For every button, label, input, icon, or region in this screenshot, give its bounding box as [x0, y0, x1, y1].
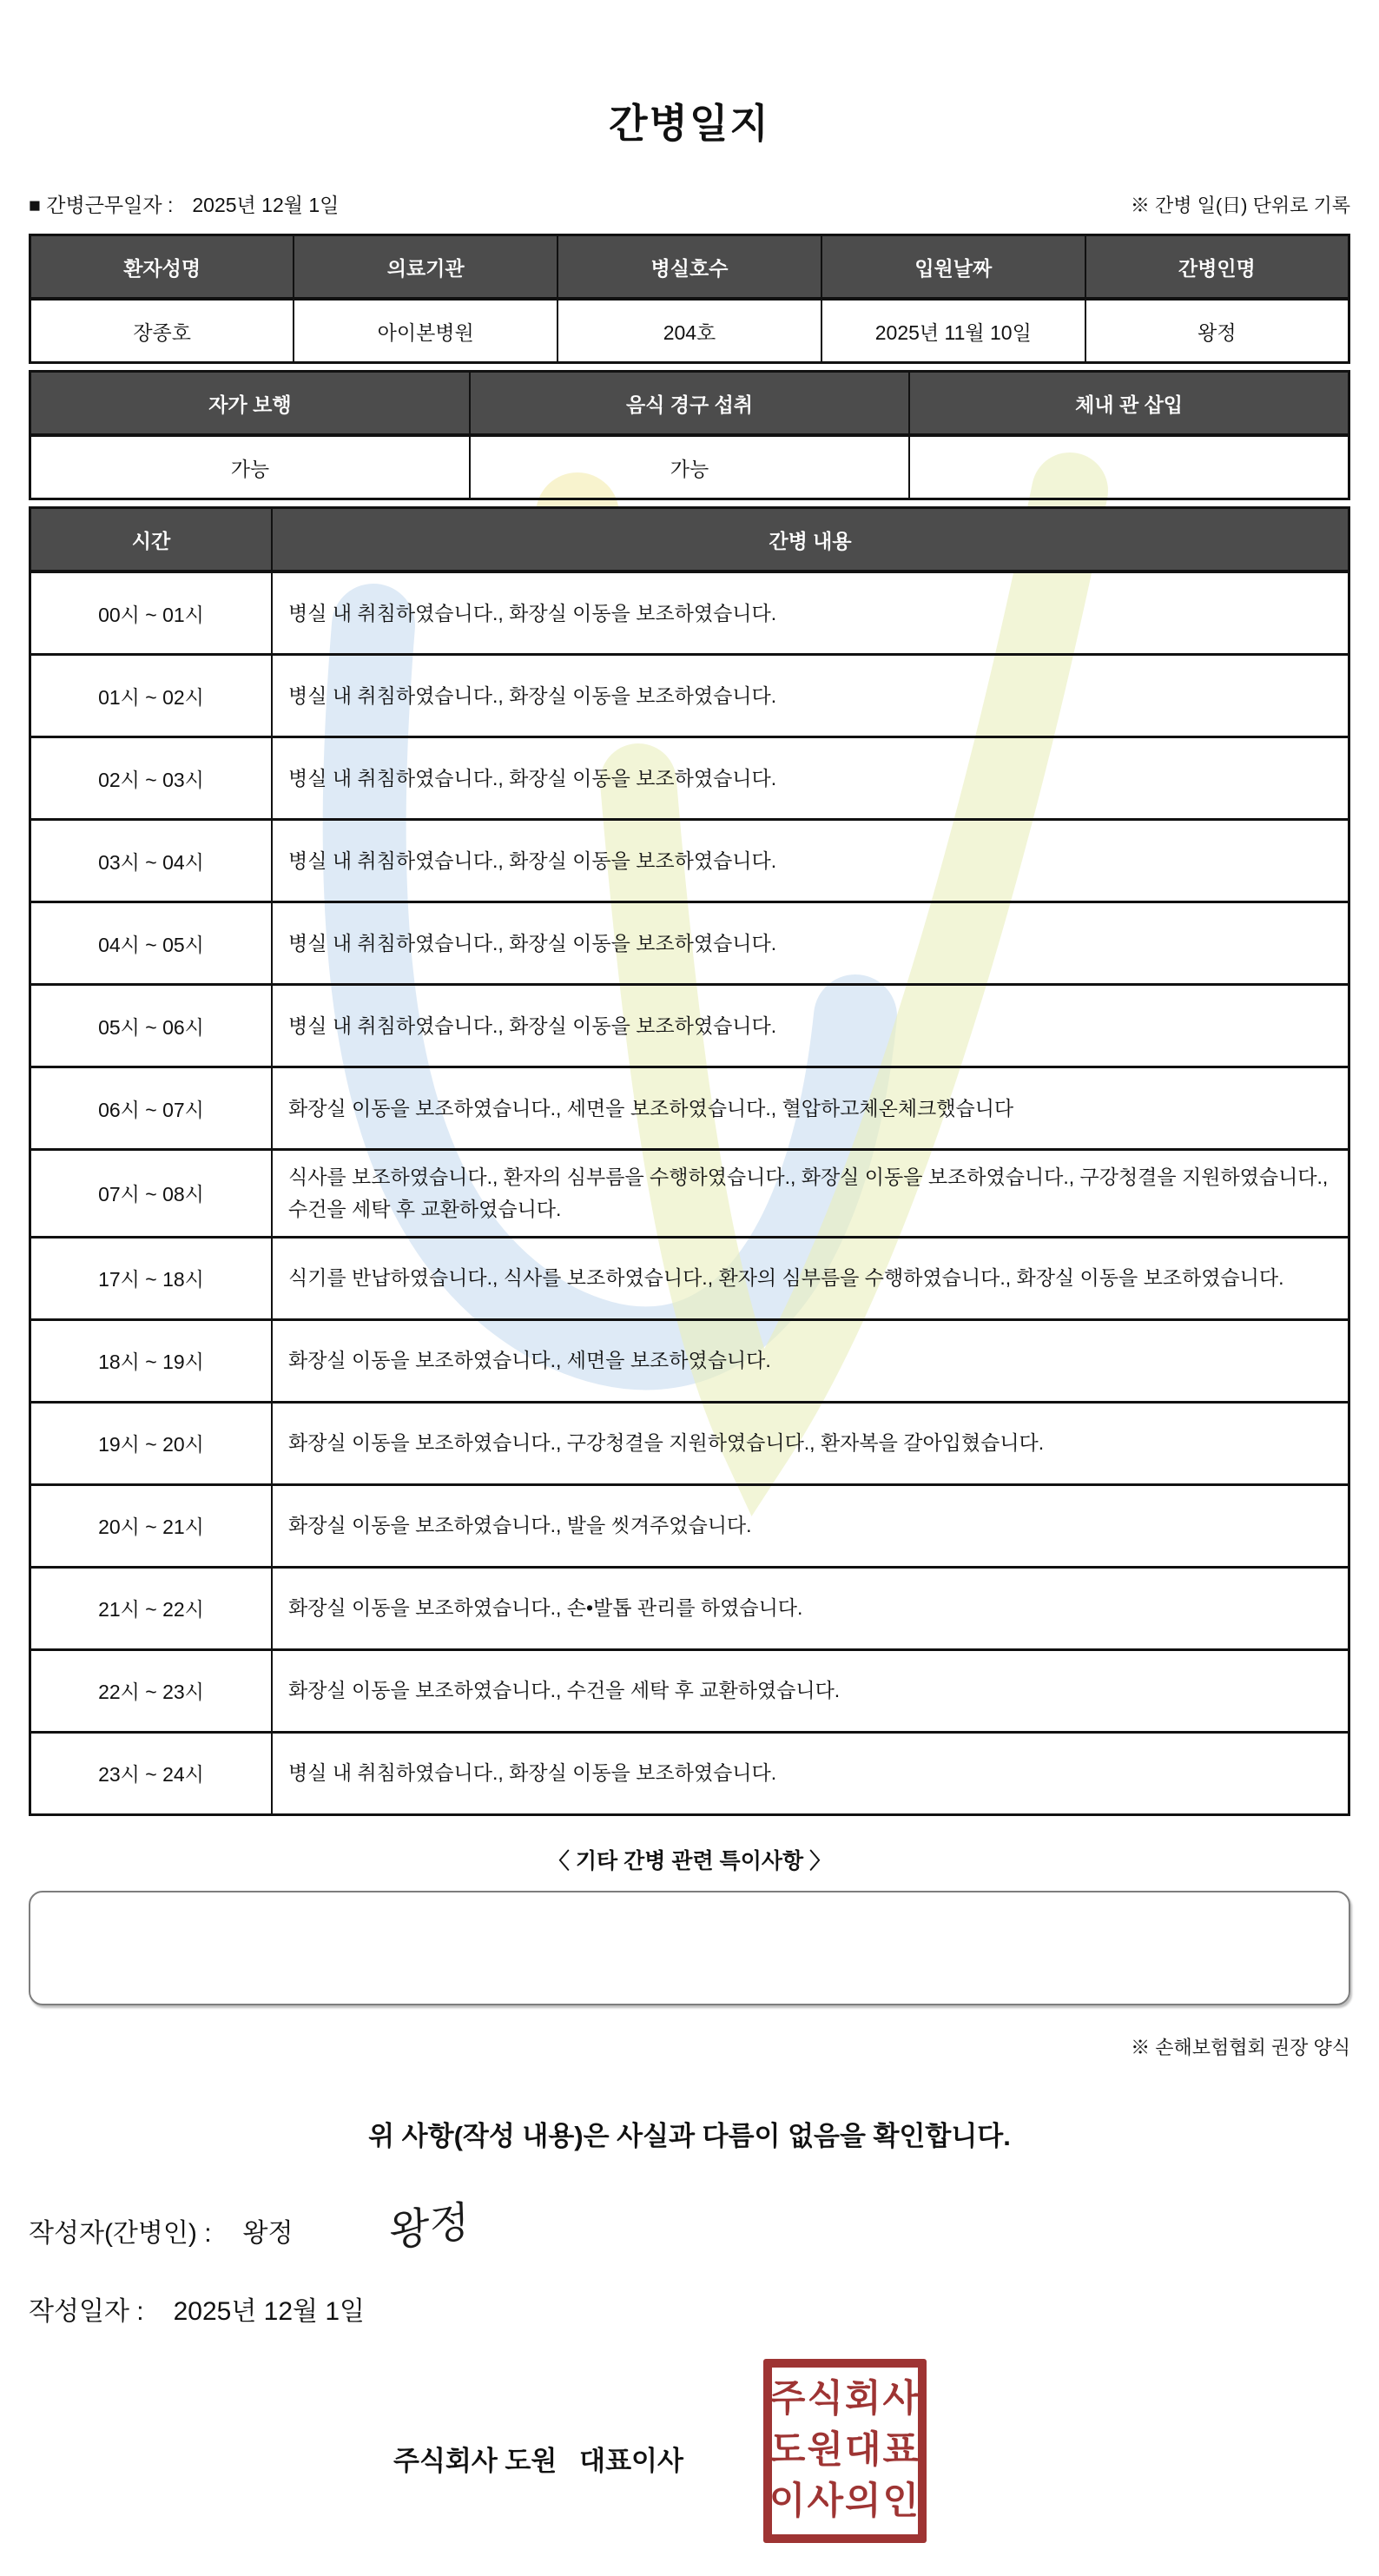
writer-label: 작성자(간병인) :	[29, 2219, 212, 2249]
table-row	[30, 820, 1349, 902]
patient-status-header-row	[30, 372, 1349, 436]
care-content: 병실 내 취침하였습니다., 화장실 이동을 보조하였습니다.	[272, 655, 1349, 737]
written-date-value: 2025년 12월 1일	[173, 2296, 365, 2326]
confirmation-statement: 위 사항(작성 내용)은 사실과 다름이 없음을 확인합니다.	[368, 2120, 1011, 2151]
header-time: 시간	[30, 508, 273, 572]
table-row	[30, 902, 1349, 985]
patient-info-header-row	[30, 235, 1349, 300]
care-content: 화장실 이동을 보조하였습니다., 손•발톱 관리를 하였습니다.	[272, 1567, 1349, 1649]
value-self-walking: 가능	[30, 435, 470, 499]
care-time: 21시 ~ 22시	[30, 1567, 273, 1649]
header-medical-institution: 의료기관	[294, 235, 558, 300]
patient-status-table	[29, 370, 1350, 500]
unit-note: ※ 간병 일(日) 단위로 기록	[1130, 195, 1350, 216]
table-row	[30, 655, 1349, 737]
care-time: 03시 ~ 04시	[30, 820, 273, 902]
company-line: 주식회사 도원 대표이사	[393, 2445, 683, 2476]
care-time: 20시 ~ 21시	[30, 1484, 273, 1567]
patient-info-table	[29, 234, 1350, 364]
writer-row	[29, 2196, 1350, 2257]
written-date-label: 작성일자 :	[29, 2296, 144, 2326]
value-caregiver-name: 왕정	[1085, 299, 1349, 363]
care-content: 병실 내 취침하였습니다., 화장실 이동을 보조하였습니다.	[272, 1732, 1349, 1814]
notes-section-title: 〈 기타 간병 관련 특이사항 〉	[547, 1848, 832, 1873]
header-oral-intake: 음식 경구 섭취	[470, 372, 909, 436]
care-work-date-label: ■ 간병근무일자 :	[29, 194, 174, 216]
care-content: 식사를 보조하였습니다., 환자의 심부름을 수행하였습니다., 화장실 이동을 보조하였습니다., 구강청결을 지원하였습니다., 수건을 세탁 후 교환하였습니다.	[272, 1150, 1349, 1238]
header-self-walking: 자가 보행	[30, 372, 470, 436]
care-content: 화장실 이동을 보조하였습니다., 세면을 보조하였습니다.	[272, 1319, 1349, 1402]
value-room-number: 204호	[558, 299, 821, 363]
notes-input-box	[29, 1891, 1350, 2005]
care-content: 화장실 이동을 보조하였습니다., 수건을 세탁 후 교환하였습니다.	[272, 1649, 1349, 1732]
table-row	[30, 1150, 1349, 1238]
value-admission-date: 2025년 11월 10일	[821, 299, 1085, 363]
table-row	[30, 1567, 1349, 1649]
care-time: 06시 ~ 07시	[30, 1067, 273, 1150]
care-content: 병실 내 취침하였습니다., 화장실 이동을 보조하였습니다.	[272, 985, 1349, 1067]
table-row	[30, 1484, 1349, 1567]
care-time: 22시 ~ 23시	[30, 1649, 273, 1732]
care-time: 17시 ~ 18시	[30, 1237, 273, 1319]
table-row	[30, 1732, 1349, 1814]
care-time: 04시 ~ 05시	[30, 902, 273, 985]
care-time: 18시 ~ 19시	[30, 1319, 273, 1402]
table-row	[30, 737, 1349, 820]
care-content: 병실 내 취침하였습니다., 화장실 이동을 보조하였습니다.	[272, 737, 1349, 820]
care-time: 23시 ~ 24시	[30, 1732, 273, 1814]
care-content: 화장실 이동을 보조하였습니다., 세면을 보조하였습니다., 혈압하고체온체크했습니다	[272, 1067, 1349, 1150]
care-work-date	[29, 189, 339, 218]
care-time: 07시 ~ 08시	[30, 1150, 273, 1238]
care-time: 02시 ~ 03시	[30, 737, 273, 820]
value-medical-institution: 아이본병원	[294, 299, 558, 363]
header-room-number: 병실호수	[558, 235, 821, 300]
care-time: 05시 ~ 06시	[30, 985, 273, 1067]
table-row	[30, 1067, 1349, 1150]
stamp-line-1: 주식회사	[769, 2378, 921, 2421]
header-caregiver-name: 간병인명	[1085, 235, 1349, 300]
writer-name: 왕정	[242, 2219, 294, 2249]
value-patient-name: 장종호	[30, 299, 294, 363]
table-row	[30, 1237, 1349, 1319]
stamp-line-3: 이사의인	[769, 2480, 921, 2523]
handwritten-signature: 왕정	[388, 2196, 470, 2257]
care-time: 01시 ~ 02시	[30, 655, 273, 737]
care-content: 병실 내 취침하였습니다., 화장실 이동을 보조하였습니다.	[272, 571, 1349, 655]
header-patient-name: 환자성명	[30, 235, 294, 300]
header-internal-tube: 체내 관 삽입	[909, 372, 1349, 436]
patient-info-value-row	[30, 299, 1349, 363]
value-oral-intake: 가능	[470, 435, 909, 499]
company-section	[29, 2359, 1350, 2576]
written-date-row	[29, 2289, 1350, 2328]
care-content: 병실 내 취침하였습니다., 화장실 이동을 보조하였습니다.	[272, 902, 1349, 985]
patient-status-value-row	[30, 435, 1349, 499]
value-internal-tube	[909, 435, 1349, 499]
table-row	[30, 1319, 1349, 1402]
stamp-line-2: 도원대표	[769, 2429, 921, 2472]
care-schedule-header-row	[30, 508, 1349, 572]
care-schedule-table	[29, 506, 1350, 1816]
page-title: 간병일지	[609, 101, 770, 146]
table-row	[30, 1402, 1349, 1484]
recommended-form-note: ※ 손해보험협회 권장 양식	[1131, 2036, 1350, 2058]
care-content: 화장실 이동을 보조하였습니다., 발을 씻겨주었습니다.	[272, 1484, 1349, 1567]
care-content: 병실 내 취침하였습니다., 화장실 이동을 보조하였습니다.	[272, 820, 1349, 902]
care-time: 19시 ~ 20시	[30, 1402, 273, 1484]
table-row	[30, 571, 1349, 655]
header-admission-date: 입원날짜	[821, 235, 1085, 300]
care-work-date-value: 2025년 12월 1일	[192, 194, 340, 216]
header-care-content: 간병 내용	[272, 508, 1349, 572]
table-row	[30, 1649, 1349, 1732]
meta-row	[29, 189, 1350, 218]
company-stamp	[763, 2359, 927, 2543]
care-time: 00시 ~ 01시	[30, 571, 273, 655]
care-content: 화장실 이동을 보조하였습니다., 구강청결을 지원하였습니다., 환자복을 갈아입혔습니다.	[272, 1402, 1349, 1484]
table-row	[30, 985, 1349, 1067]
care-content: 식기를 반납하였습니다., 식사를 보조하였습니다., 환자의 심부름을 수행하였습니다., 화장실 이동을 보조하였습니다.	[272, 1237, 1349, 1319]
